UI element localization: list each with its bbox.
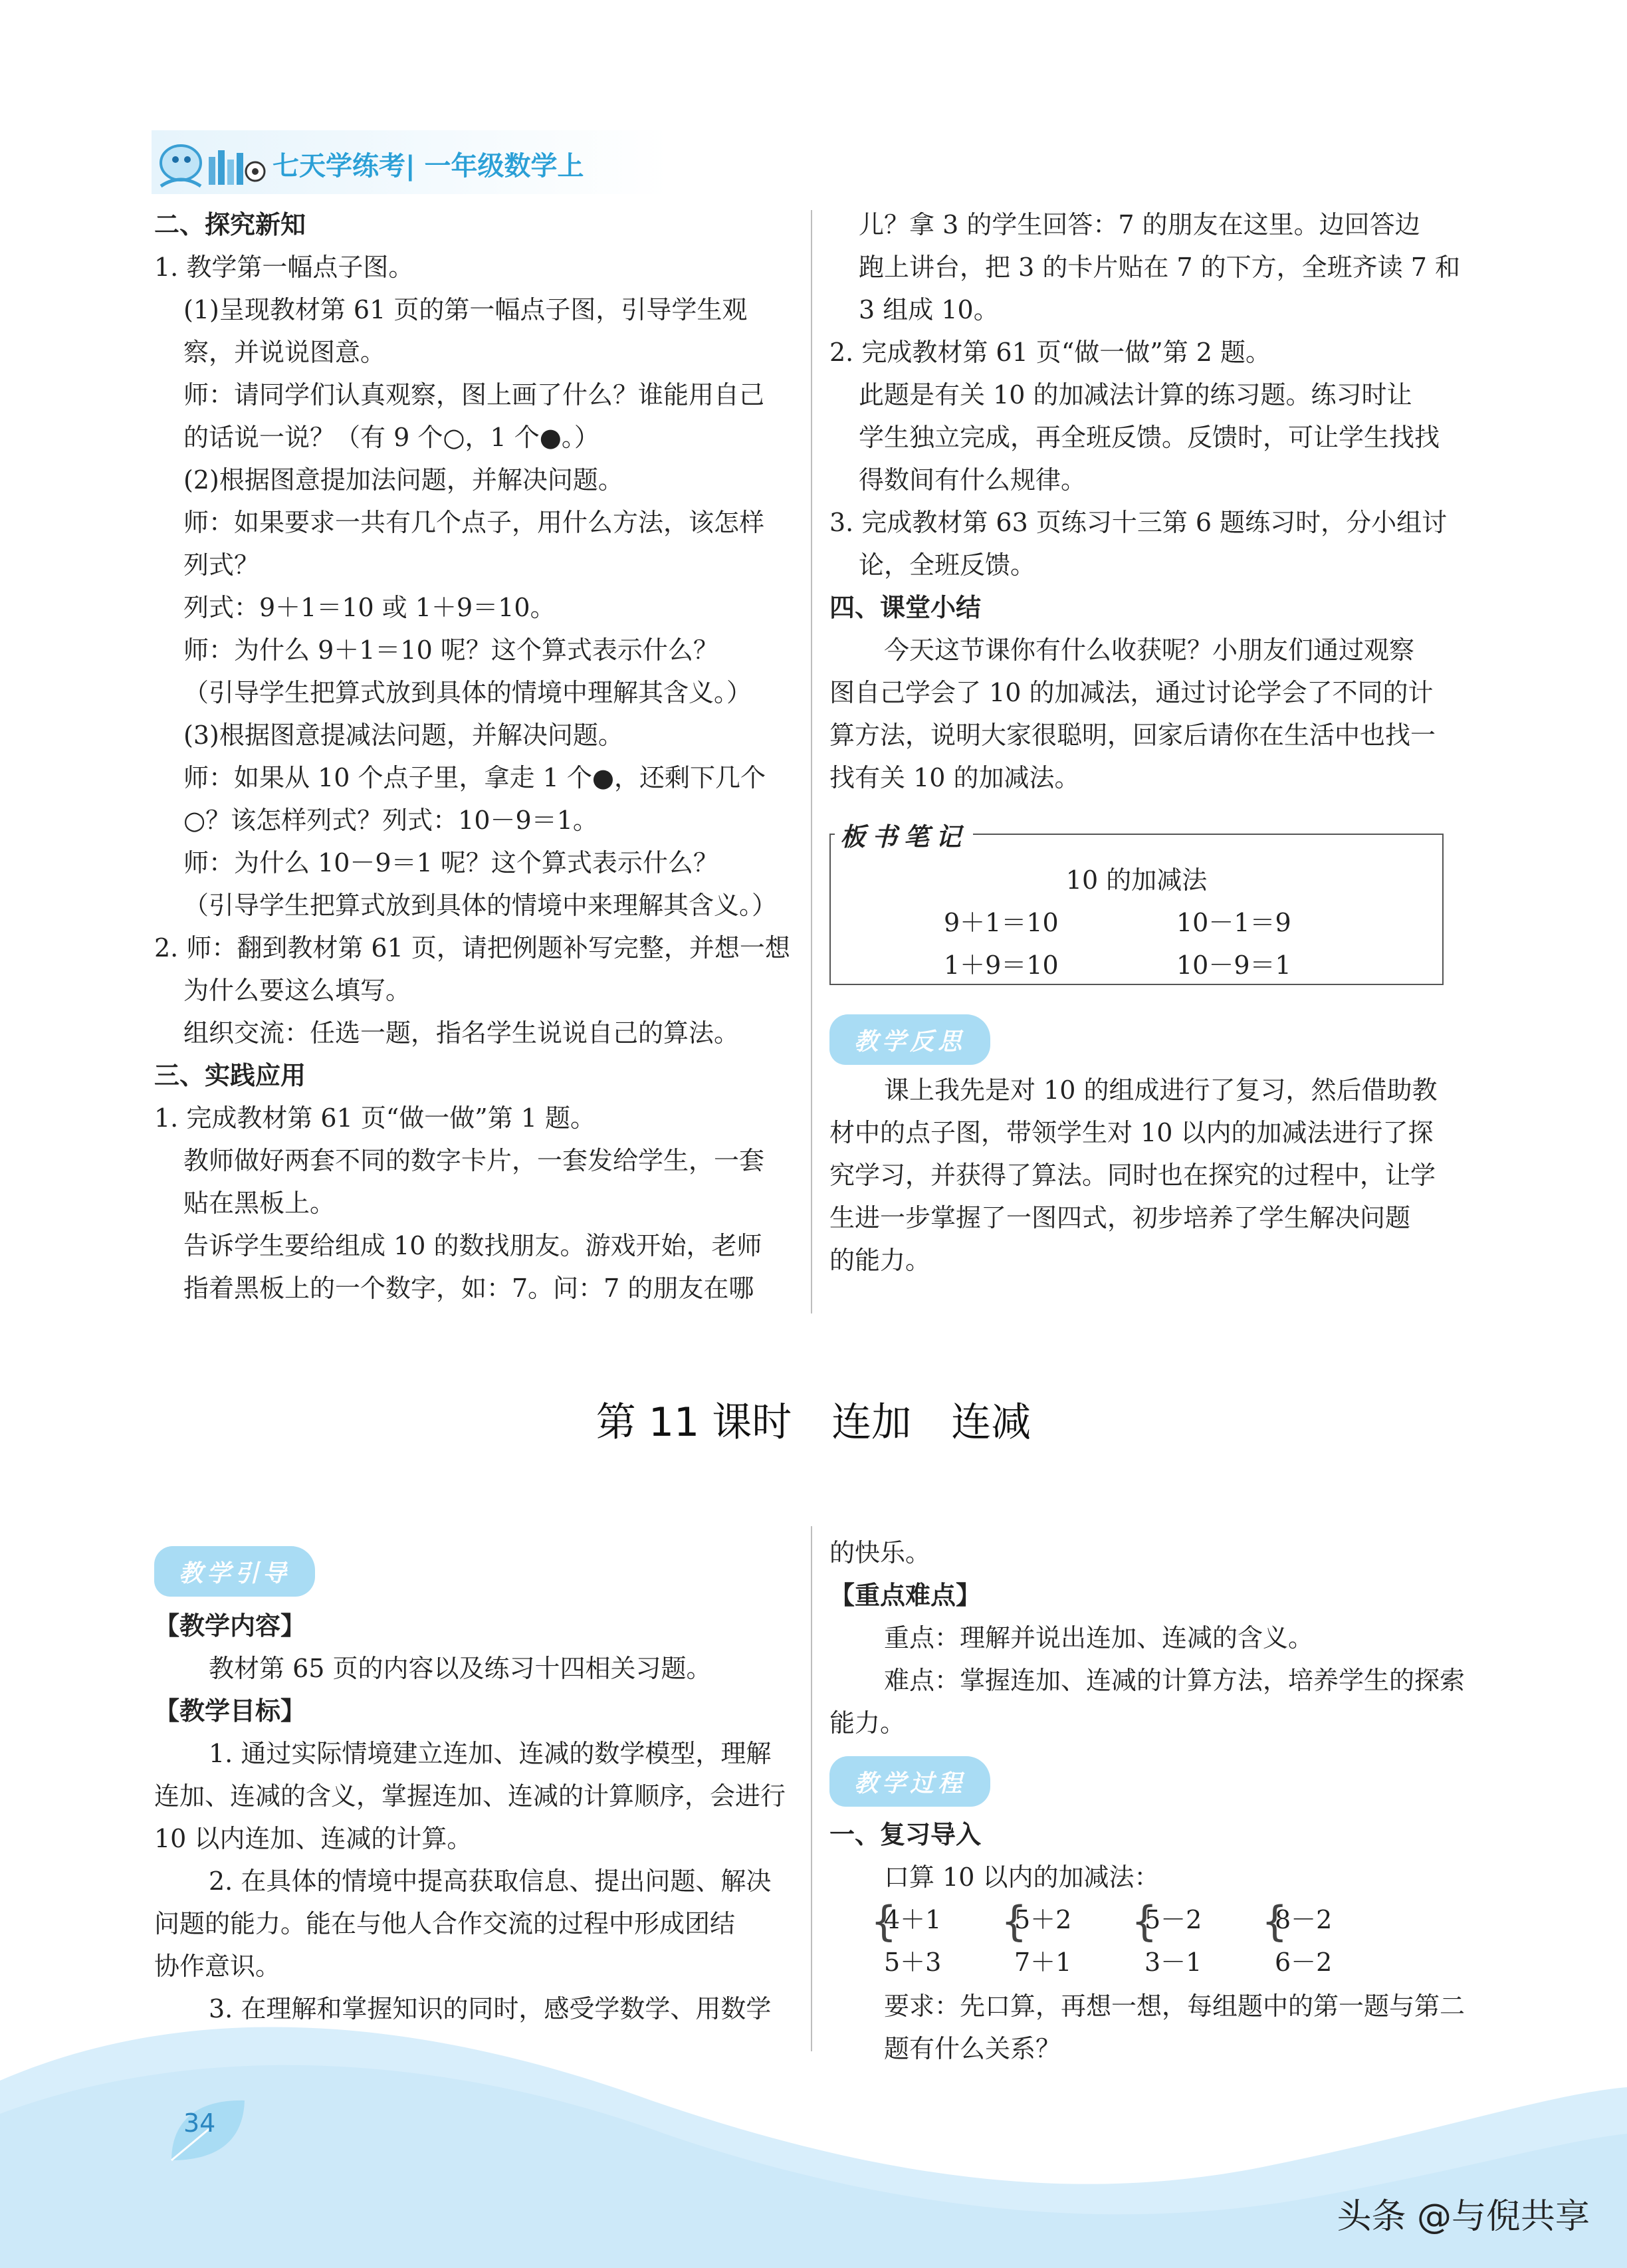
board-equation: 10－1＝9 [1176,908,1291,937]
board-title: 10 的加减法 [1065,865,1208,895]
reflection-line: 的能力。 [829,1246,931,1275]
left-brace-icon: { [1001,1897,1028,1946]
top-right-column [829,203,1481,799]
section-heading: 【教学内容】 [154,1611,306,1641]
text-line: 图自己学会了 10 的加减法，通过讨论学会了不同的计 [829,678,1434,707]
reflection-line: 生进一步掌握了一图四式，初步培养了学生解决问题 [829,1203,1411,1232]
section-heading: 四、课堂小结 [829,593,982,622]
text-line: 教师做好两套不同的数字卡片，一套发给学生，一套 [183,1146,765,1175]
text-line: ○？该怎样列式？列式：10－9＝1。 [183,806,598,835]
text-line: 得数间有什么规律。 [859,465,1087,495]
pair-first: 4＋1 [884,1905,942,1934]
pair-first: 5－2 [1144,1905,1202,1934]
lesson-title: 第 11 课时 连加 连减 [596,1399,1031,1446]
board-equation: 9＋1＝10 [944,908,1059,937]
text-line: 师：为什么 9＋1＝10 呢？这个算式表示什么？ [183,635,718,665]
text-line: 列式：9＋1＝10 或 1＋9＝10。 [183,593,556,622]
text-line: 列式？ [183,550,260,580]
text-line: (1)呈现教材第 61 页的第一幅点子图，引导学生观 [183,295,748,324]
text-line: 察，并说说图意。 [183,338,386,367]
requirement-text [829,1985,1481,2070]
top-left-column [154,203,806,1309]
pair-second: 7＋1 [1014,1948,1072,1977]
text-line: 的快乐。 [829,1538,931,1567]
reflection-line: 材中的点子图，带领学生对 10 以内的加减法进行了探 [829,1118,1434,1147]
board-notes-label: 板书笔记 [835,816,973,853]
brace-group [1261,1898,1388,1985]
text-line: 师：请同学们认真观察，图上画了什么？谁能用自己 [183,380,765,409]
text-line: 协作意识。 [154,1952,281,1981]
left-brace-icon: { [1261,1897,1288,1946]
text-line: 3. 完成教材第 63 页练习十三第 6 题练习时，分小组讨 [829,508,1448,537]
text-line: 1. 完成教材第 61 页“做一做”第 1 题。 [154,1103,596,1133]
text-line: 儿？拿 3 的学生回答：7 的朋友在这里。边回答边 [859,210,1420,239]
watermark: 头条 @与倪共享 [1337,2197,1590,2237]
bottom-right-column [829,1531,1481,1744]
pair-second: 3－1 [1144,1948,1202,1977]
text-line: 1. 通过实际情境建立连加、连减的数学模型，理解 [209,1739,772,1768]
text-line: 找有关 10 的加减法。 [829,763,1080,792]
section-heading: 【教学目标】 [154,1696,306,1726]
text-line: 贴在黑板上。 [183,1189,336,1218]
text-line: 今天这节课你有什么收获呢？小朋友们通过观察 [884,635,1415,665]
text-line: （引导学生把算式放到具体的情境中来理解其含义。） [183,891,778,920]
text-line: 此题是有关 10 的加减法计算的练习题。练习时让 [859,380,1412,409]
teaching-reflection-tag: 教学反思 [829,1014,990,1065]
brace-group [1131,1898,1257,1985]
text-line: 问题的能力。能在与他人合作交流的过程中形成团结 [154,1909,736,1938]
teaching-guide-tag: 教学引导 [154,1546,315,1597]
text-line: (2)根据图意提加法问题，并解决问题。 [183,465,623,495]
text-line: 2. 完成教材第 61 页“做一做”第 2 题。 [829,338,1271,367]
text-line: 10 以内连加、连减的计算。 [154,1824,473,1853]
text-line: （引导学生把算式放到具体的情境中理解其含义。） [183,678,752,707]
pair-first: 5＋2 [1014,1905,1072,1934]
text-line: 为什么要这么填写。 [183,976,411,1005]
reflection-line: 课上我先是对 10 的组成进行了复习，然后借助教 [884,1076,1438,1105]
header-banner [152,130,670,194]
text-line: 教材第 65 页的内容以及练习十四相关习题。 [209,1654,712,1683]
text-line: 1. 教学第一幅点子图。 [154,253,414,282]
text-line: 2. 在具体的情境中提高获取信息、提出问题、解决 [209,1867,772,1896]
brace-group [871,1898,997,1985]
requirement-line: 要求：先口算，再想一想，每组题中的第一题与第二 [884,1991,1465,2021]
text-line: 2. 师：翻到教材第 61 页，请把例题补写完整，并想一想 [154,933,790,963]
text-line: 师：如果要求一共有几个点子，用什么方法，该怎样 [183,508,765,537]
review-heading: 一、复习导入 [829,1820,982,1849]
left-brace-icon: { [871,1897,897,1946]
board-notes-box [829,834,1444,985]
text-line: 师：为什么 10－9＝1 呢？这个算式表示什么？ [183,848,718,877]
text-line: 告诉学生要给组成 10 的数找朋友。游戏开始，老师 [183,1231,762,1260]
mental-math-label: 口算 10 以内的加减法： [884,1863,1160,1892]
text-line: 师：如果从 10 个点子里，拿走 1 个●，还剩下几个 [183,763,766,792]
section-heading: 二、探究新知 [154,210,306,239]
teaching-process-tag: 教学过程 [829,1756,990,1807]
text-line: 难点：掌握连加、连减的计算方法，培养学生的探索 [884,1666,1465,1695]
text-line: 重点：理解并说出连加、连减的含义。 [884,1623,1314,1652]
text-line: 能力。 [829,1708,906,1738]
text-line: 组织交流：任选一题，指名学生说说自己的算法。 [183,1018,740,1048]
review-section [829,1813,1481,1898]
mental-math-groups [871,1898,1402,1985]
text-line: 学生独立完成，再全班反馈。反馈时，可让学生找找 [859,423,1440,452]
text-line: 3 组成 10。 [859,295,999,324]
book-title: 七天学练考| 一年级数学上 [272,151,584,181]
bottom-left-column [154,1605,806,2030]
text-line: 指着黑板上的一个数字，如：7。问：7 的朋友在哪 [183,1274,754,1303]
text-line: 论，全班反馈。 [859,550,1036,580]
text-line: 算方法，说明大家很聪明，回家后请你在生活中也找一 [829,721,1436,750]
column-divider [811,210,812,1313]
mascot-logo-icon [154,133,267,193]
text-line: 的话说一说？（有 9 个○，1 个●。） [183,423,599,452]
requirement-line: 题有什么关系？ [884,2034,1061,2063]
pair-first: 8－2 [1275,1905,1333,1934]
reflection-line: 究学习，并获得了算法。同时也在探究的过程中，让学 [829,1161,1436,1190]
section-heading: 三、实践应用 [154,1061,306,1090]
section-heading: 【重点难点】 [829,1581,982,1610]
pair-second: 6－2 [1275,1948,1333,1977]
board-equation: 1＋9＝10 [944,951,1059,980]
brace-group [1001,1898,1127,1985]
text-line: 连加、连减的含义，掌握连加、连减的计算顺序，会进行 [154,1781,786,1811]
page-number: 34 [183,2108,216,2138]
text-line: (3)根据图意提减法问题，并解决问题。 [183,721,623,750]
reflection-text [829,1069,1481,1282]
board-equation: 10－9＝1 [1176,951,1291,980]
text-line: 3. 在理解和掌握知识的同时，感受学数学、用数学 [209,1994,772,2023]
column-divider [811,1526,812,2051]
text-line: 跑上讲台，把 3 的卡片贴在 7 的下方，全班齐读 7 和 [859,253,1461,282]
pair-second: 5＋3 [884,1948,942,1977]
left-brace-icon: { [1131,1897,1158,1946]
